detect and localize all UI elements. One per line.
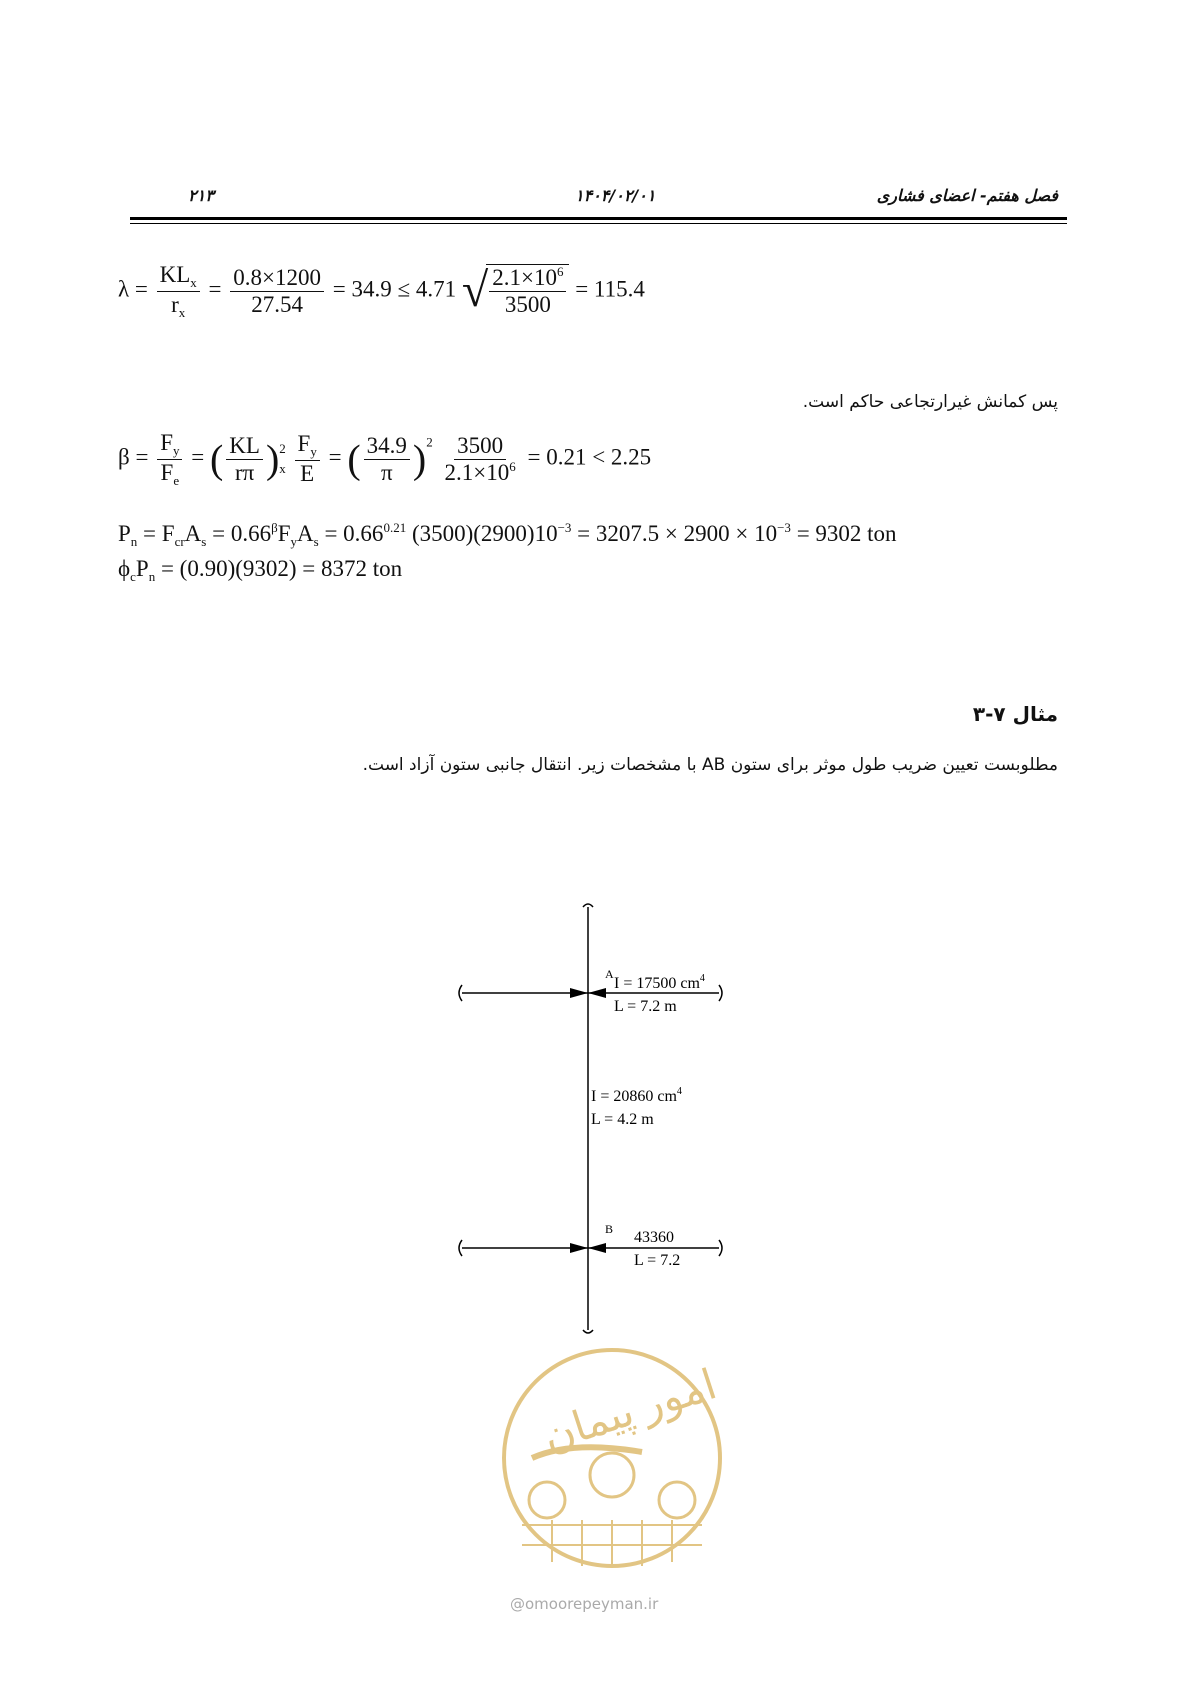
eq3-b: = F [137,521,175,546]
eq3-h: (3500)(2900)10 [406,521,558,546]
eq4-c: = (0.90)(9302) = 8372 ton [155,556,403,581]
eq1-lhs: λ = [118,276,148,302]
column-bottom-break [583,1330,593,1333]
beam-b-left-break [459,1240,462,1256]
example-title: مثال ۷-۳ [972,702,1058,726]
eq2-lhs: β = [118,444,149,470]
example-body: مطلوبست تعیین ضریب طول موثر برای ستون AB با مشخصات زیر. انتقال جانبی ستون آزاد است. [362,755,1058,775]
eq1-sqrt: √ $\frac{2.1\times 10^6}{3500}$ [462,264,570,319]
eq3-sup-d: β [271,520,278,535]
eq2-exp-1: 2 [279,440,286,456]
joint-b-right-arrow [588,1243,606,1253]
eq3-sub-f: s [313,534,319,549]
eq1-num2: 0.8×1200 [230,265,324,292]
eq2-f1-num: F [160,430,173,455]
eq2-paren-close-2: ) [412,436,427,482]
eq4-a: ϕ [118,556,131,581]
column-inertia-sup: 4 [676,1086,682,1097]
eq2-equals-b: = [328,444,342,470]
eq2-paren-den: rπ [234,459,255,485]
eq3-sub-b: cr [174,534,185,549]
eq3-e: F [277,521,291,546]
eq1-sqrt-num-sup: 6 [556,264,564,279]
svg-text:I = 20860 cm4 [591,1086,682,1105]
eq2-f1-den: F [160,459,174,485]
eq1-sqrt-num: 2.1×10 [492,265,557,290]
eq1-den2: 27.54 [251,291,304,317]
eq1-result: = 115.4 [575,276,645,302]
eq3-a: P [118,521,131,546]
eq2-paren-open-2: ( [347,436,361,482]
beam-a-inertia-sup: 4 [699,973,705,984]
eq3-i: = 3207.5 × 2900 × 10 [571,521,778,546]
eq3-sup-h: −3 [557,520,572,535]
column-length: L = 4.2 m [591,1111,654,1128]
watermark-logo-text: امور پیمان [537,1362,723,1462]
eq2-f1-num-sub: y [172,443,180,458]
eq2-exp-2: 2 [426,434,433,450]
page-number: ۲۱۳ [188,186,214,205]
eq2-result: = 0.21 < 2.25 [527,444,652,470]
eq3-sup-i: −3 [777,520,791,535]
eq4-b: P [135,556,149,581]
eq2-paren-sub: x [279,461,286,477]
eq3-sub-c: s [201,534,207,549]
eq2-paren-open-1: ( [209,436,224,482]
eq2-f2-num: F [297,431,311,457]
eq3-d: = 0.66 [206,521,272,546]
eq3-f: A [297,521,314,546]
eq2-f2-num-sub: y [310,444,317,460]
eq1-den1: r [171,291,179,317]
eq4-sub-b: n [148,569,156,584]
joint-a-left-arrow [570,988,588,998]
eq2-paren-num: KL [226,433,263,460]
eq3-g: = 0.66 [318,521,384,546]
header-date: ۱۴۰۴/۰۲/۰۱ [575,186,656,205]
eq2-f3-den: 2.1×10 [444,459,510,485]
eq2-paren-close-1: ) [265,436,280,482]
eq2-p2-den: π [380,459,393,485]
beam-a-length: L = 7.2 m [614,998,677,1015]
watermark-url: @omoorepeyman.ir [510,1595,659,1613]
inelastic-buckling-text: پس کمانش غیرارتجاعی حاکم است. [802,392,1058,412]
beam-a-left-break [459,985,462,1001]
joint-b-label: B [605,1222,614,1236]
eq4-sub-a: c [130,569,136,584]
eq1-num1: KL [159,262,191,287]
beam-a-inertia: I = 17500 cm [614,975,700,992]
column-top-break [583,904,593,907]
column-inertia: I = 20860 cm [591,1088,677,1105]
eq2-p2-num: 34.9 [364,433,410,460]
beam-b-inertia: 43360 [634,1229,674,1246]
eq3-sub-e: y [290,534,298,549]
watermark-logo [492,1340,732,1580]
eq2-f3-den-sup: 6 [509,458,516,474]
eq2-f3-num: 3500 [454,433,506,460]
eq1-equals: = [208,276,222,302]
joint-a-label: A [605,967,614,981]
beam-a-right-break [719,985,722,1001]
eq3-sup-g: 0.21 [383,520,407,535]
eq1-middle: = 34.9 ≤ 4.71 [332,276,457,302]
eq1-sqrt-den: 3500 [504,292,551,318]
svg-text:I = 17500 cm4 [614,973,705,992]
eq2-f2-den: E [300,461,315,487]
joint-b-left-arrow [570,1243,588,1253]
eq2-equals-a: = [191,444,205,470]
eq1-num1-sub: x [190,275,197,290]
beam-b-length: L = 7.2 [634,1252,681,1269]
eq2-f1-den-sub: e [173,472,180,488]
eq3-j: = 9302 ton [790,521,897,546]
chapter-title: فصل هفتم- اعضای فشاری [876,186,1058,205]
eq1-den1-sub: x [178,304,186,320]
eq3-sub-a: n [130,534,138,549]
joint-a-right-arrow [588,988,606,998]
eq3-c: A [184,521,202,546]
beam-b-right-break [719,1240,722,1256]
